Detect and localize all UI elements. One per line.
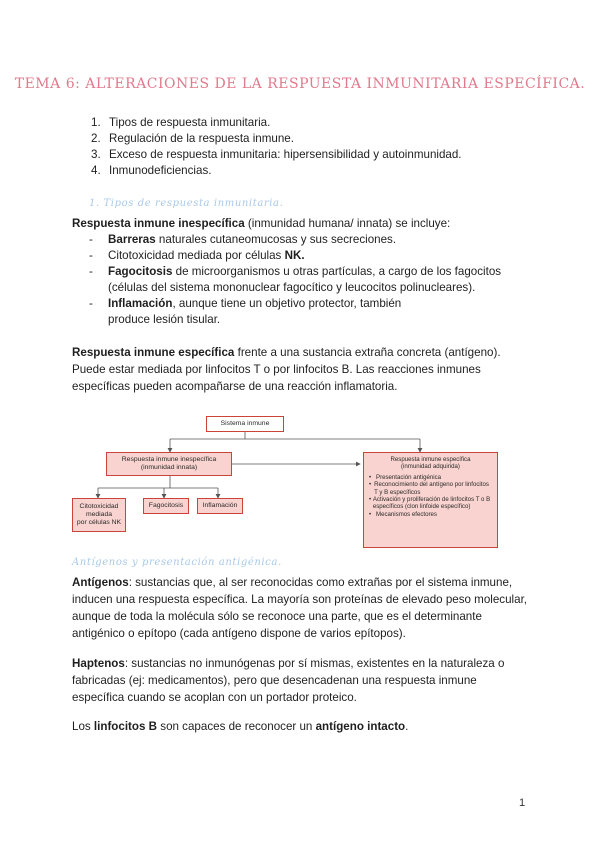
bullet-bold: Fagocitosis xyxy=(108,265,173,278)
page-number: 1 xyxy=(519,797,526,809)
diagram-innate-box xyxy=(106,452,232,476)
diagram-nk-box xyxy=(72,498,126,532)
intro-line xyxy=(72,216,450,232)
haptenos-paragraph xyxy=(72,655,532,706)
phagocytosis-label: Fagocitosis xyxy=(148,502,184,509)
list-item: - Inflamación, aunque tiene un objetivo protector, también produce lesión tisular. xyxy=(89,297,402,326)
bullet-bold-end: NK. xyxy=(284,249,305,262)
antigenos-rest: : sustancias que, al ser reconocidas como extrañas por el sistema inmune, inducen una respuesta específica. La mayoría son proteínas de elevado peso molecular, aunque de toda la molécula sólo se reconoce una parte, que es el determinante antigénico o epítopo (cada antígeno dispone de varios epítopos). xyxy=(72,576,528,640)
linf-bold2: antígeno intacto xyxy=(315,720,406,733)
specific-bold: Respuesta inmune específica xyxy=(72,346,235,359)
diagram-root-box xyxy=(206,416,284,432)
diagram-inflammation-box xyxy=(197,498,243,514)
bullet-bold: Inflamación xyxy=(108,297,173,310)
inflammation-label: Inflamación xyxy=(202,502,238,509)
toc-text: Inmunodeficiencias. xyxy=(109,164,212,177)
list-item: - Fagocitosis de microorganismos u otras partículas, a cargo de los fagocitos (células del sistema mononuclear fagocítico y leucocitos polinucleares). xyxy=(89,265,502,294)
linfocitos-paragraph xyxy=(72,718,532,735)
page-title: TEMA 6: ALTERACIONES DE LA RESPUESTA INMUNITARIA ESPECÍFICA. xyxy=(14,76,586,92)
toc-number: 1. xyxy=(91,116,101,129)
adaptive-item: Presentación antigénica xyxy=(376,473,442,481)
bullet-text: de microorganismos u otras partículas, a cargo de los fagocitos (células del sistema mononuclear fagocítico y leucocitos polinucleares). xyxy=(108,265,502,294)
immune-system-diagram xyxy=(70,408,530,550)
bullet-list xyxy=(89,232,529,328)
toc-item xyxy=(91,131,462,147)
toc-text: Exceso de respuesta inmunitaria: hipersensibilidad y autoinmunidad. xyxy=(109,148,462,161)
intro-rest: (inmunidad humana/ innata) se incluye: xyxy=(244,217,451,230)
specific-rest: frente a una sustancia extraña concreta (antígeno). Puede estar mediada por linfocitos T o por linfocitos B. Las reacciones inmunes específicas pueden acompañarse de una reacción inflamatoria. xyxy=(72,346,501,393)
adaptive-title: Respuesta inmune específica (inmunidad adquirida) xyxy=(390,456,471,471)
antigenos-bold: Antígenos xyxy=(72,576,129,589)
intro-bold: Respuesta inmune inespecífica xyxy=(72,217,245,230)
bullet-text: naturales cutaneomucosas y sus secreciones. xyxy=(155,233,397,246)
list-item: - Citotoxicidad mediada por células NK. xyxy=(89,249,305,262)
antigenos-paragraph xyxy=(72,574,532,642)
toc-text: Tipos de respuesta inmunitaria. xyxy=(109,116,271,129)
linf-mid: son capaces de reconocer un xyxy=(157,720,316,733)
bullet-text: , aunque tiene un objetivo protector, también xyxy=(172,297,402,310)
toc-item xyxy=(91,163,462,179)
bullet-text: Citotoxicidad mediada por células xyxy=(108,249,285,262)
haptenos-rest: : sustancias no inmunógenas por sí mismas, existentes en la naturaleza o fabricadas (ej: medicamentos), pero que desencadenan una respuesta inmune específica cuando se acoplan con un portador proteico. xyxy=(72,657,505,704)
specific-response-paragraph xyxy=(72,344,532,395)
toc-number: 3. xyxy=(91,148,101,161)
adaptive-item: Activación y proliferación de linfocitos T o B específicos (clon linfoide específico) xyxy=(372,496,491,511)
list-item: - Barreras naturales cutaneomucosas y sus secreciones. xyxy=(89,233,397,246)
bullet-bold: Barreras xyxy=(108,233,156,246)
linf-pre: Los xyxy=(72,720,94,733)
section-heading-tipos: 1. Tipos de respuesta inmunitaria. xyxy=(89,198,284,209)
table-of-contents xyxy=(91,115,462,179)
root-label: Sistema inmune xyxy=(220,420,270,427)
list-item: • Reconocimiento del antígeno por linfocitos T y B específicos xyxy=(369,481,492,496)
linf-bold1: linfocitos B xyxy=(93,720,158,733)
list-item: • Mecanismos efectores xyxy=(369,510,437,518)
section-heading-antigenos: Antígenos y presentación antigénica. xyxy=(72,557,282,568)
diagram-adaptive-box xyxy=(363,452,498,548)
toc-text: Regulación de la respuesta inmune. xyxy=(109,132,294,145)
bullet-text-line2: produce lesión tisular. xyxy=(108,313,221,326)
nk-label: Citotoxicidad mediada por células NK xyxy=(76,503,122,526)
toc-number: 2. xyxy=(91,132,101,145)
linf-end: . xyxy=(405,720,409,733)
diagram-phagocytosis-box xyxy=(143,498,189,514)
adaptive-item: Mecanismos efectores xyxy=(376,510,437,518)
toc-number: 4. xyxy=(91,164,101,177)
innate-label: Respuesta inmune inespecífica (inmunidad innata) xyxy=(121,456,217,471)
toc-item xyxy=(91,147,462,163)
adaptive-item: Reconocimiento del antígeno por linfocitos T y B específicos xyxy=(374,481,489,496)
toc-item xyxy=(91,115,462,131)
list-item: • Activación y proliferación de linfocitos T o B específicos (clon linfoide específico) xyxy=(369,496,491,511)
haptenos-bold: Haptenos xyxy=(72,657,125,670)
list-item: • Presentación antigénica xyxy=(369,473,442,481)
